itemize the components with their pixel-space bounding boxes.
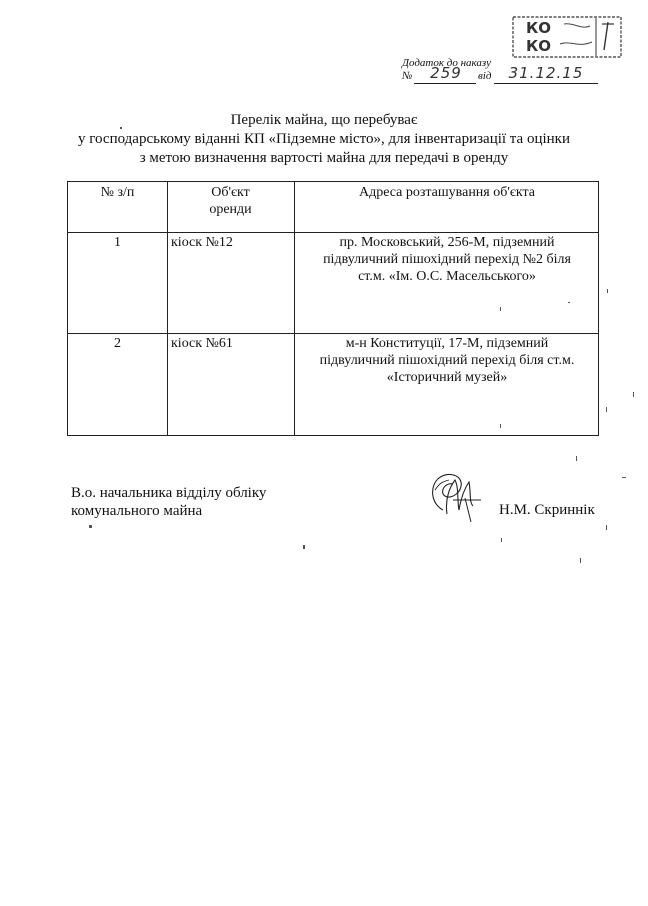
row-2-address-line-3: «Історичний музей» (386, 370, 508, 385)
order-number: 259 (430, 64, 462, 82)
row-1-address-line-1: пр. Московський, 256-М, підземний (339, 235, 555, 250)
from-label: від (478, 70, 492, 82)
header-address: Адреса розташування об'єкта (358, 185, 536, 200)
row-1-object: кіоск №12 (171, 235, 233, 250)
row-2-address-line-2: підвуличний пішохідний перехід біля ст.м. (319, 353, 575, 368)
stamp-line-2: КО (526, 37, 552, 55)
registration-stamp (512, 16, 622, 58)
row-1-address-line-3: ст.м. «Ім. О.С. Масельського» (358, 269, 536, 284)
row-1-address-line-2: підвуличний пішохідний перехід №2 біля (323, 252, 571, 267)
row-2-number: 2 (114, 336, 121, 351)
header-object-line-2: оренди (209, 202, 252, 217)
title-line-2: у господарському віданні КП «Підземне місто», для інвентаризації та оцінки (78, 131, 570, 147)
row-2-address-line-1: м-н Конституції, 17-М, підземний (345, 336, 549, 351)
handwritten-signature (425, 470, 485, 526)
number-sign: № (402, 70, 413, 82)
header-object-line-1: Об'єкт (211, 185, 250, 200)
stamp-line-1: КО (526, 19, 552, 37)
signatory-position-line-2: комунального майна (71, 503, 203, 519)
header-number: № з/п (100, 185, 135, 200)
order-date: 31.12.15 (508, 64, 584, 82)
annex-number-line (402, 64, 598, 86)
row-2-object: кіоск №61 (171, 336, 233, 351)
title-line-1: Перелік майна, що перебуває (230, 112, 418, 128)
signatory-position-line-1: В.о. начальника відділу обліку (71, 485, 267, 501)
annex-label: Додаток до наказу (402, 57, 491, 69)
property-table (67, 181, 599, 436)
title-line-3: з метою визначення вартості майна для передачі в оренду (139, 150, 509, 166)
signatory-position (71, 484, 266, 520)
signatory-name: Н.М. Скриннік (499, 502, 595, 518)
row-1-number: 1 (114, 235, 121, 250)
